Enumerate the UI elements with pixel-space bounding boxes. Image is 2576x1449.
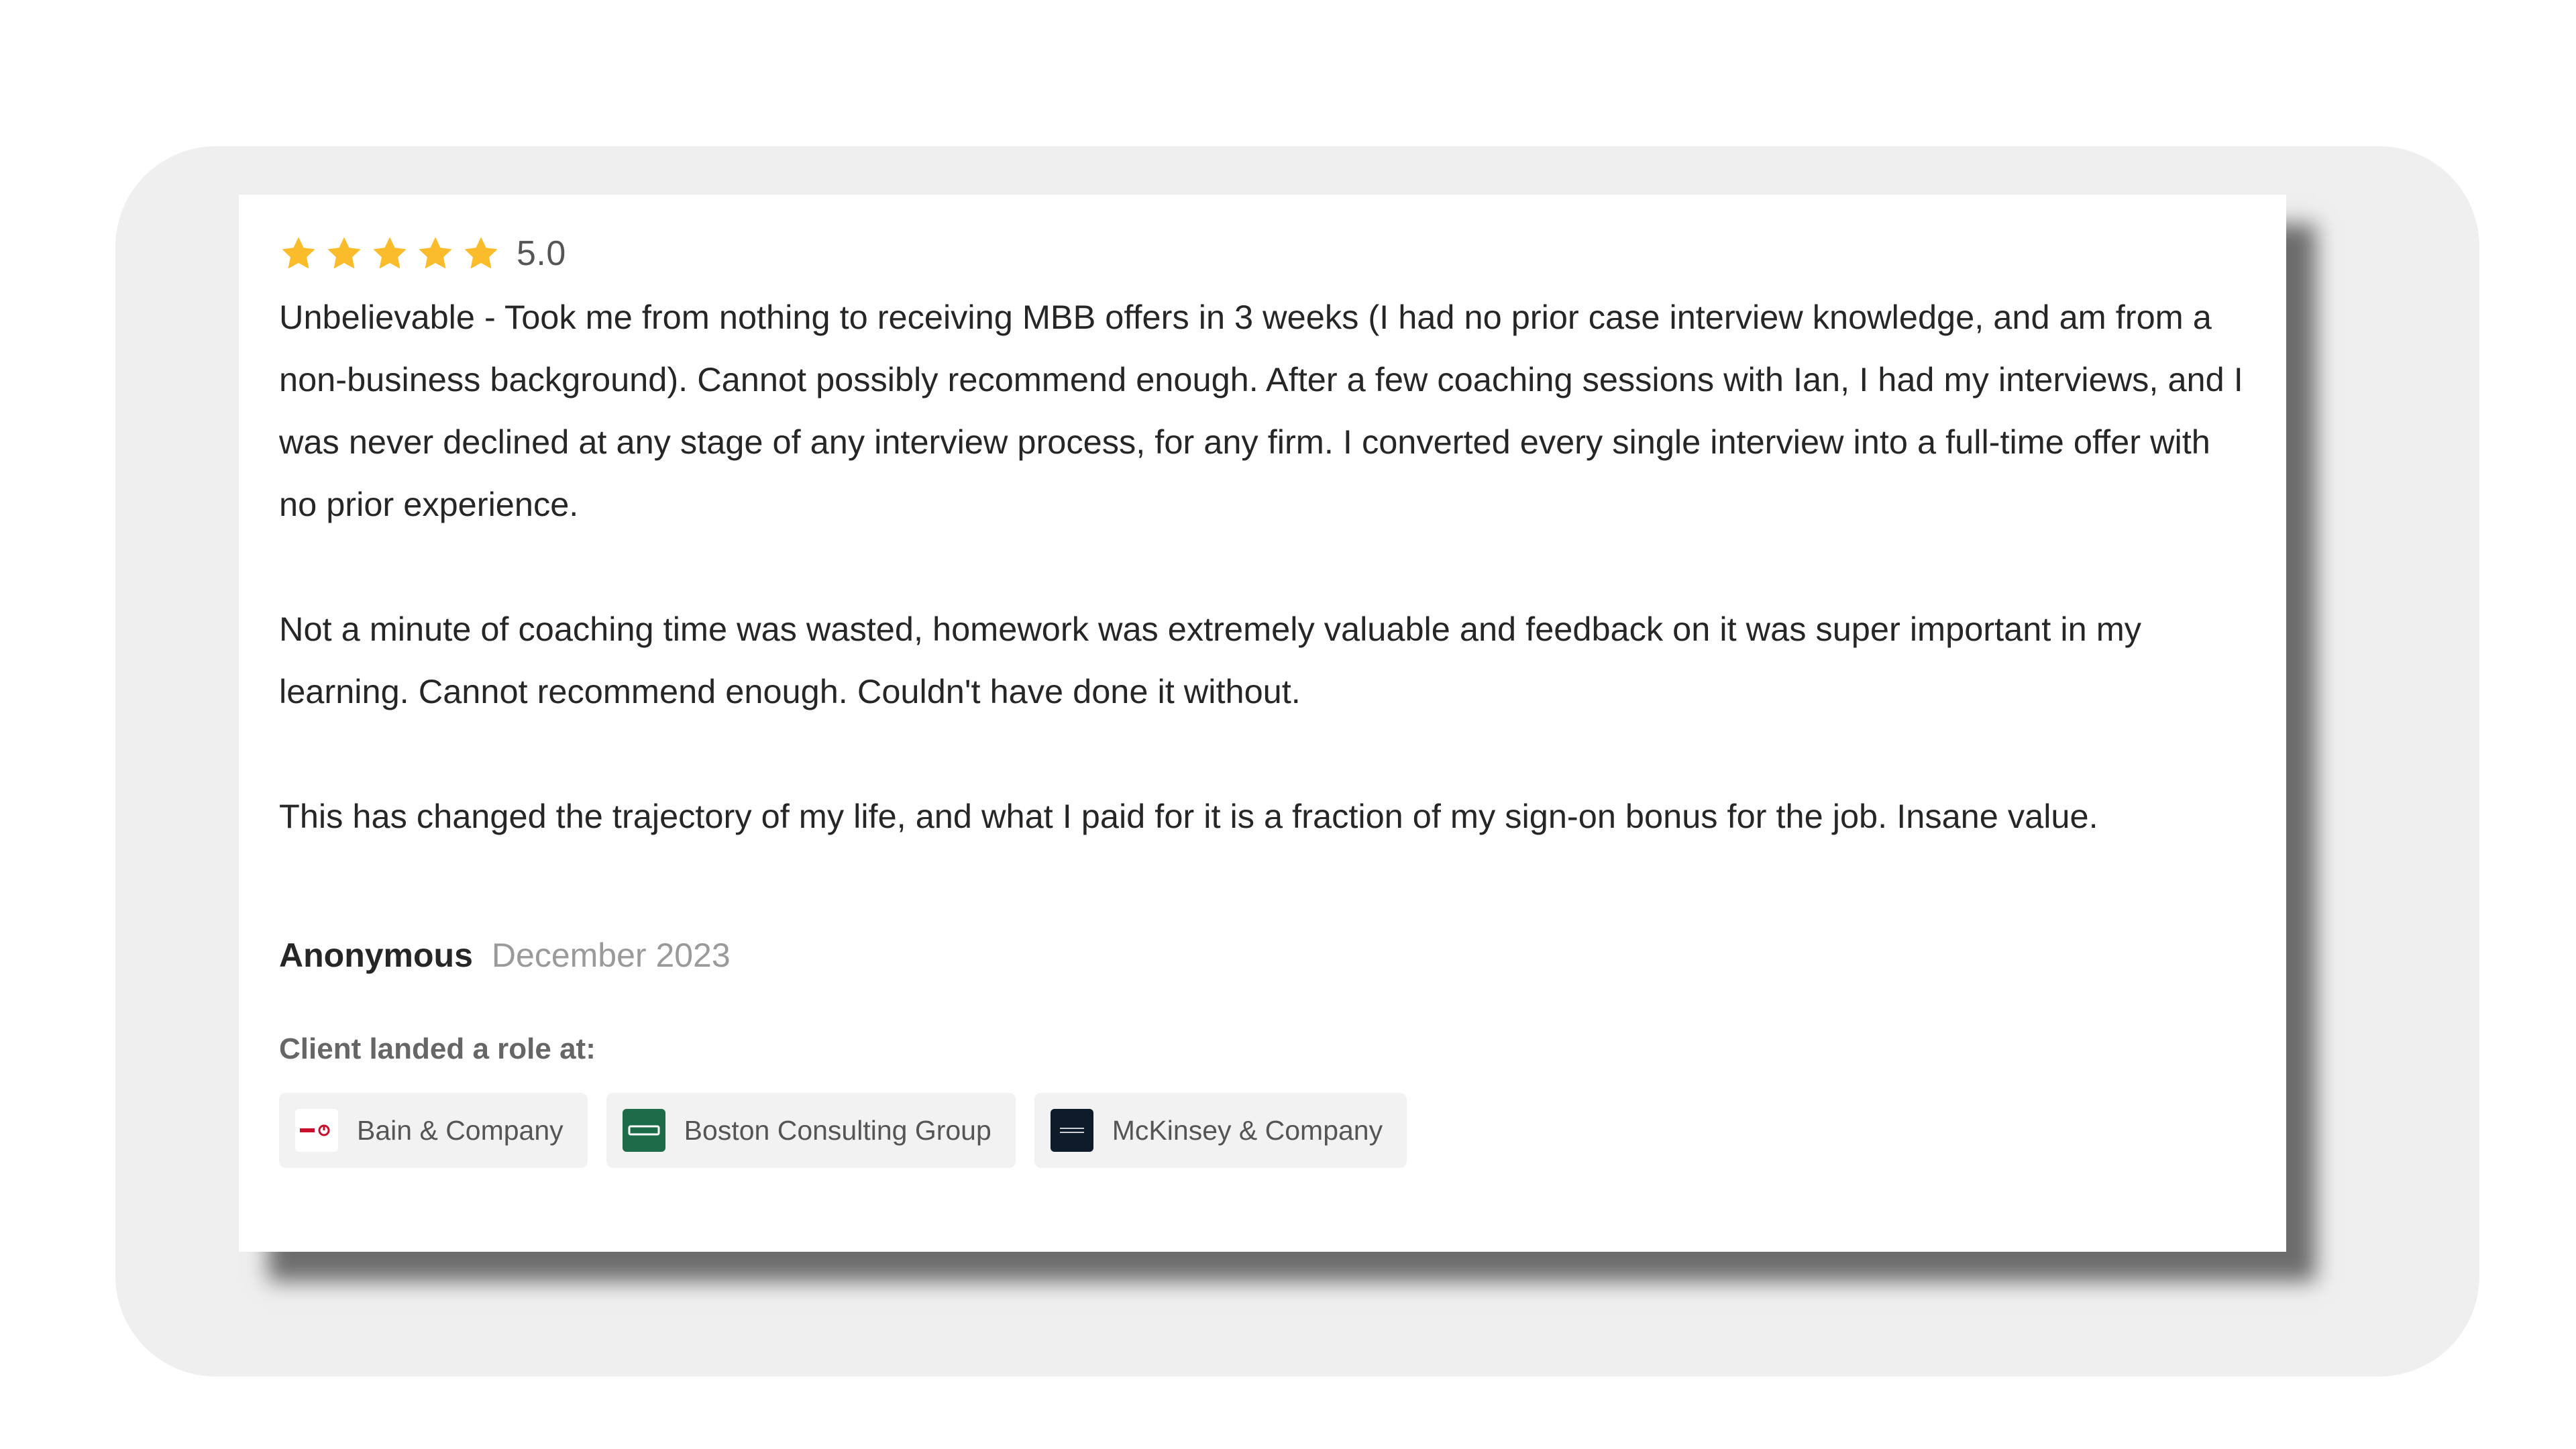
mckinsey-logo-icon [1051,1109,1093,1152]
author-name: Anonymous [279,936,473,974]
landed-role-label: Client landed a role at: [279,1032,596,1065]
company-name: Boston Consulting Group [684,1114,991,1146]
bcg-logo-icon [623,1109,665,1152]
review-meta [279,936,2246,975]
mckinsey-logo-icon-svg [1057,1124,1087,1137]
review-paragraph: This has changed the trajectory of my life, and what I paid for it is a fraction of my sign-on bonus for the job. Insane value. [279,797,2098,835]
review-paragraph: Not a minute of coaching time was wasted, homework was extremely valuable and feedback on it was super important in my learning. Cannot recommend enough. Couldn't have done it without. [279,610,2142,710]
star-icon [279,234,318,273]
company-chip-bcg[interactable] [606,1093,1016,1168]
star-icon [325,234,364,273]
company-name: McKinsey & Company [1112,1114,1383,1146]
bain-logo-icon [295,1109,338,1152]
bain-logo-icon-svg [297,1122,336,1138]
company-chip-mckinsey[interactable] [1034,1093,1407,1168]
review-date: December 2023 [491,936,731,974]
review-paragraph: Unbelievable - Took me from nothing to receiving MBB offers in 3 weeks (I had no prior case interview knowledge, and am from a non-business background). Cannot possibly recommend enough. After a few coaching sessions with Ian, I had my interviews, and I was never declined at any stage of any interview process, for any firm. I converted every single interview into a full-time offer with no prior experience. [279,298,2243,523]
review-card [239,195,2286,1252]
review-text [279,286,2246,847]
star-rating [279,234,500,273]
bcg-logo-icon-svg [627,1120,661,1140]
star-icon [416,234,455,273]
rating-row [279,227,2246,280]
company-chips [279,1093,2246,1168]
company-chip-bain[interactable] [279,1093,588,1168]
company-name: Bain & Company [357,1114,564,1146]
star-icon [370,234,409,273]
rating-value: 5.0 [517,234,566,273]
star-icon [462,234,500,273]
